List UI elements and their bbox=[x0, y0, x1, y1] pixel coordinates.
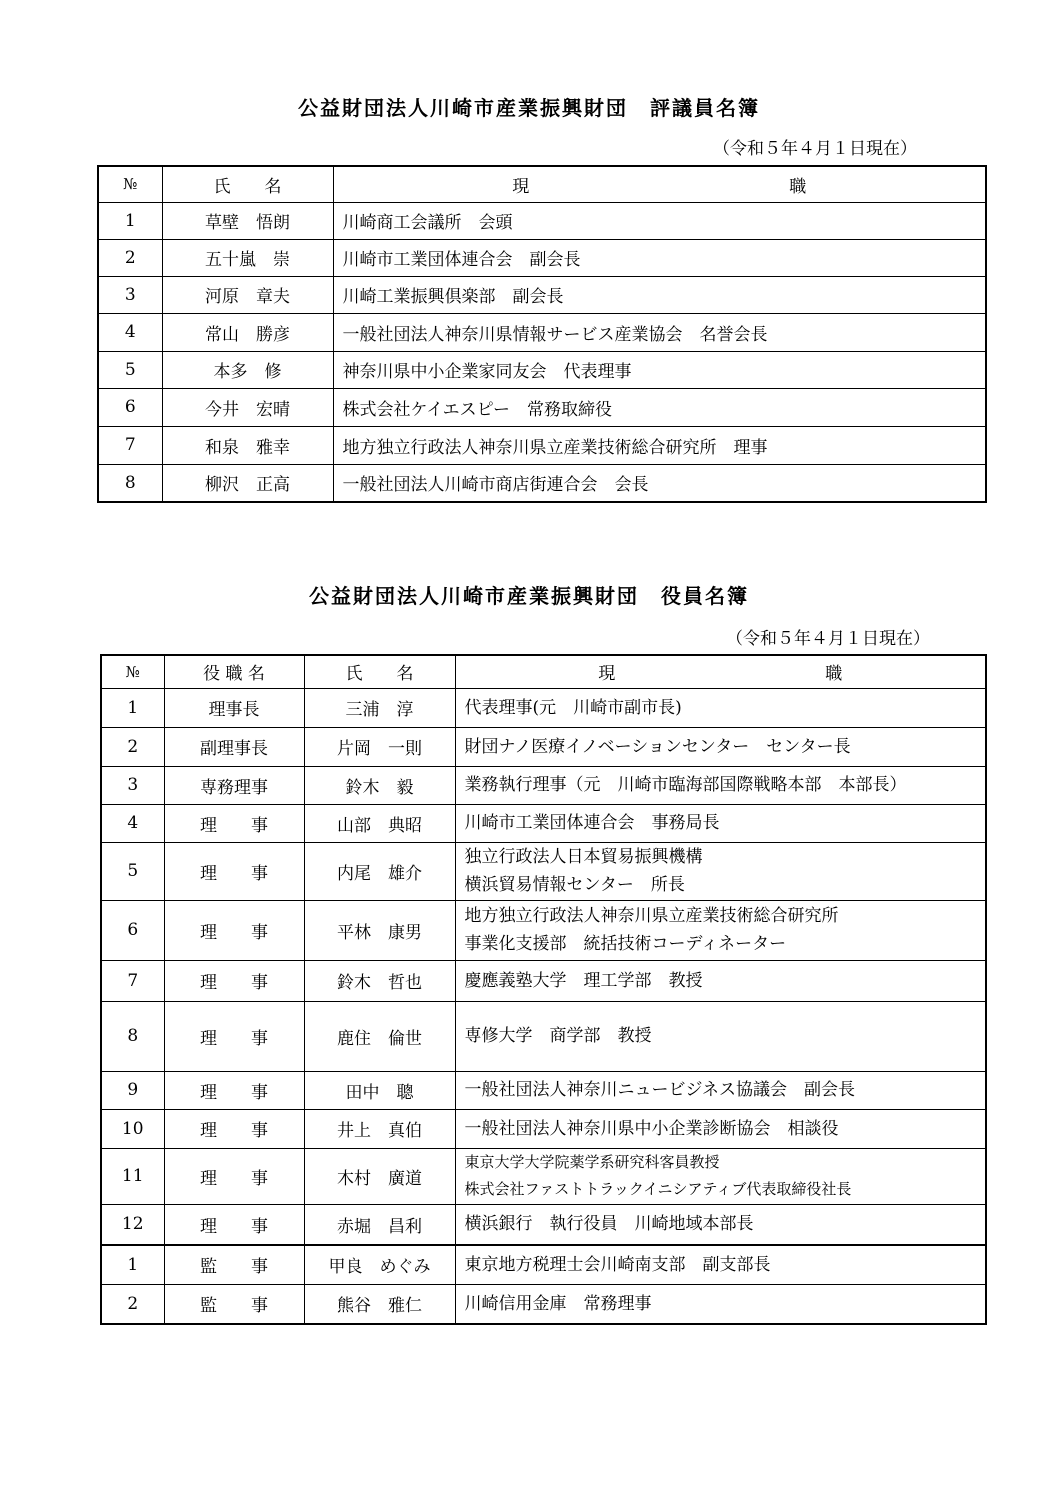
row-position bbox=[455, 1284, 986, 1324]
row-position: 一般社団法人神奈川県情報サービス産業協会 名誉会長 bbox=[333, 313, 986, 351]
officer-row bbox=[101, 804, 986, 842]
councilor-row bbox=[98, 202, 986, 239]
row-no: 1 bbox=[101, 1245, 164, 1284]
officer-row bbox=[101, 1109, 986, 1148]
position-line: 専修大学 商学部 教授 bbox=[464, 1026, 652, 1046]
position-line: 東京大学大学院薬学系研究科客員教授 bbox=[464, 1153, 720, 1171]
councilor-row bbox=[98, 276, 986, 313]
officer-row bbox=[101, 960, 986, 1001]
row-role: 理 事 bbox=[164, 1148, 304, 1204]
officer-row bbox=[101, 1148, 986, 1204]
row-name: 甲良 めぐみ bbox=[304, 1245, 455, 1284]
officer-row bbox=[101, 688, 986, 727]
row-position bbox=[455, 804, 986, 842]
row-name: 柳沢 正高 bbox=[162, 464, 333, 502]
councilor-row bbox=[98, 313, 986, 351]
position-line: 地方独立行政法人神奈川県立産業技術総合研究所 bbox=[464, 906, 839, 926]
row-position bbox=[455, 1071, 986, 1109]
councilors-title: 公益財団法人川崎市産業振興財団 評議員名簿 bbox=[298, 96, 760, 120]
row-position bbox=[455, 727, 986, 766]
row-position bbox=[455, 688, 986, 727]
position-line: 横浜銀行 執行役員 川崎地域本部長 bbox=[464, 1214, 754, 1235]
row-name: 平林 康男 bbox=[304, 900, 455, 960]
header-position-b: 職 bbox=[825, 664, 843, 685]
row-role: 理事長 bbox=[164, 688, 304, 727]
row-role: 理 事 bbox=[164, 804, 304, 842]
row-position bbox=[455, 1001, 986, 1071]
row-position bbox=[455, 1148, 986, 1204]
row-name: 片岡 一則 bbox=[304, 727, 455, 766]
row-role: 理 事 bbox=[164, 842, 304, 900]
header-role: 役 職 名 bbox=[164, 655, 304, 688]
councilor-row bbox=[98, 388, 986, 426]
councilor-row bbox=[98, 239, 986, 276]
row-role: 理 事 bbox=[164, 1001, 304, 1071]
position-line: 事業化支援部 統括技術コーディネーター bbox=[464, 934, 787, 954]
councilor-row bbox=[98, 351, 986, 388]
officers-as-of: （令和５年４月１日現在） bbox=[726, 629, 930, 649]
officer-row bbox=[101, 1204, 986, 1245]
row-position: 川崎工業振興倶楽部 副会長 bbox=[333, 276, 986, 313]
row-name: 三浦 淳 bbox=[304, 688, 455, 727]
row-position bbox=[455, 900, 986, 960]
header-position bbox=[333, 166, 986, 202]
officers-title: 公益財団法人川崎市産業振興財団 役員名簿 bbox=[309, 584, 749, 608]
row-name: 和泉 雅幸 bbox=[162, 426, 333, 464]
row-position bbox=[455, 766, 986, 804]
row-no: 6 bbox=[101, 900, 164, 960]
position-line: 一般社団法人神奈川県中小企業診断協会 相談役 bbox=[464, 1118, 839, 1139]
row-role: 理 事 bbox=[164, 1071, 304, 1109]
councilors-as-of: （令和５年４月１日現在） bbox=[713, 139, 917, 159]
row-name: 鈴木 毅 bbox=[304, 766, 455, 804]
row-name: 赤堀 昌利 bbox=[304, 1204, 455, 1245]
row-position: 株式会社ケイエスピー 常務取締役 bbox=[333, 388, 986, 426]
position-line: 横浜貿易情報センター 所長 bbox=[464, 875, 685, 895]
councilor-row bbox=[98, 464, 986, 502]
row-position: 川崎市工業団体連合会 副会長 bbox=[333, 239, 986, 276]
councilor-row bbox=[98, 426, 986, 464]
header-no: № bbox=[101, 655, 164, 688]
row-no: 3 bbox=[101, 766, 164, 804]
row-no: 12 bbox=[101, 1204, 164, 1245]
header-position-b: 職 bbox=[789, 176, 807, 197]
auditor-row bbox=[101, 1245, 986, 1284]
row-name: 田中 聰 bbox=[304, 1071, 455, 1109]
position-line: 独立行政法人日本貿易振興機構 bbox=[464, 847, 703, 867]
row-name: 内尾 雄介 bbox=[304, 842, 455, 900]
row-position: 川崎商工会議所 会頭 bbox=[333, 202, 986, 239]
row-name: 常山 勝彦 bbox=[162, 313, 333, 351]
row-role: 専務理事 bbox=[164, 766, 304, 804]
header-position-a: 現 bbox=[598, 664, 616, 685]
row-name: 熊谷 雅仁 bbox=[304, 1284, 455, 1324]
header-no: № bbox=[98, 166, 162, 202]
position-line: 一般社団法人神奈川ニュービジネス協議会 副会長 bbox=[464, 1080, 855, 1100]
row-no: 1 bbox=[101, 688, 164, 727]
header-name: 氏 名 bbox=[304, 655, 455, 688]
officer-row bbox=[101, 727, 986, 766]
row-role: 監 事 bbox=[164, 1245, 304, 1284]
row-name: 本多 修 bbox=[162, 351, 333, 388]
row-position bbox=[455, 960, 986, 1001]
row-role: 理 事 bbox=[164, 960, 304, 1001]
row-no: 6 bbox=[98, 388, 162, 426]
position-line: 代表理事(元 川崎市副市長) bbox=[464, 697, 682, 718]
officer-row bbox=[101, 766, 986, 804]
row-no: 5 bbox=[98, 351, 162, 388]
officer-row bbox=[101, 1071, 986, 1109]
row-position bbox=[455, 1245, 986, 1284]
officer-row bbox=[101, 842, 986, 900]
row-no: 3 bbox=[98, 276, 162, 313]
position-line: 業務執行理事（元 川崎市臨海部国際戦略本部 本部長） bbox=[464, 775, 907, 795]
position-line: 川崎市工業団体連合会 事務局長 bbox=[464, 813, 720, 833]
row-name: 鈴木 哲也 bbox=[304, 960, 455, 1001]
row-no: 5 bbox=[101, 842, 164, 900]
row-role: 理 事 bbox=[164, 900, 304, 960]
header-name: 氏 名 bbox=[162, 166, 333, 202]
auditor-row bbox=[101, 1284, 986, 1324]
row-role: 理 事 bbox=[164, 1109, 304, 1148]
row-no: 11 bbox=[101, 1148, 164, 1204]
row-no: 8 bbox=[101, 1001, 164, 1071]
officer-row bbox=[101, 900, 986, 960]
row-no: 7 bbox=[101, 960, 164, 1001]
row-name: 井上 真伯 bbox=[304, 1109, 455, 1148]
row-role: 副理事長 bbox=[164, 727, 304, 766]
position-line: 財団ナノ医療イノベーションセンター センター長 bbox=[464, 736, 851, 757]
row-name: 木村 廣道 bbox=[304, 1148, 455, 1204]
row-position: 地方独立行政法人神奈川県立産業技術総合研究所 理事 bbox=[333, 426, 986, 464]
row-name: 鹿住 倫世 bbox=[304, 1001, 455, 1071]
councilors-table bbox=[97, 165, 987, 503]
header-position-a: 現 bbox=[512, 176, 530, 197]
row-name: 今井 宏晴 bbox=[162, 388, 333, 426]
position-line: 株式会社ファストトラックイニシアティブ代表取締役社長 bbox=[464, 1180, 852, 1198]
header-position bbox=[455, 655, 986, 688]
councilors-header-row bbox=[98, 166, 986, 202]
officers-header-row bbox=[101, 655, 986, 688]
row-position: 神奈川県中小企業家同友会 代表理事 bbox=[333, 351, 986, 388]
row-name: 草壁 悟朗 bbox=[162, 202, 333, 239]
row-no: 1 bbox=[98, 202, 162, 239]
row-no: 10 bbox=[101, 1109, 164, 1148]
position-line: 川崎信用金庫 常務理事 bbox=[464, 1293, 652, 1314]
row-position: 一般社団法人川崎市商店街連合会 会長 bbox=[333, 464, 986, 502]
row-no: 7 bbox=[98, 426, 162, 464]
row-role: 監 事 bbox=[164, 1284, 304, 1324]
row-name: 五十嵐 崇 bbox=[162, 239, 333, 276]
row-position bbox=[455, 1204, 986, 1245]
row-no: 4 bbox=[101, 804, 164, 842]
row-no: 2 bbox=[98, 239, 162, 276]
officer-row bbox=[101, 1001, 986, 1071]
officers-table bbox=[100, 654, 987, 1325]
position-line: 慶應義塾大学 理工学部 教授 bbox=[464, 970, 703, 991]
row-no: 2 bbox=[101, 1284, 164, 1324]
position-line: 東京地方税理士会川崎南支部 副支部長 bbox=[464, 1254, 771, 1275]
row-position bbox=[455, 1109, 986, 1148]
row-name: 河原 章夫 bbox=[162, 276, 333, 313]
row-no: 4 bbox=[98, 313, 162, 351]
row-no: 8 bbox=[98, 464, 162, 502]
row-name: 山部 典昭 bbox=[304, 804, 455, 842]
row-no: 2 bbox=[101, 727, 164, 766]
row-no: 9 bbox=[101, 1071, 164, 1109]
row-role: 理 事 bbox=[164, 1204, 304, 1245]
row-position bbox=[455, 842, 986, 900]
